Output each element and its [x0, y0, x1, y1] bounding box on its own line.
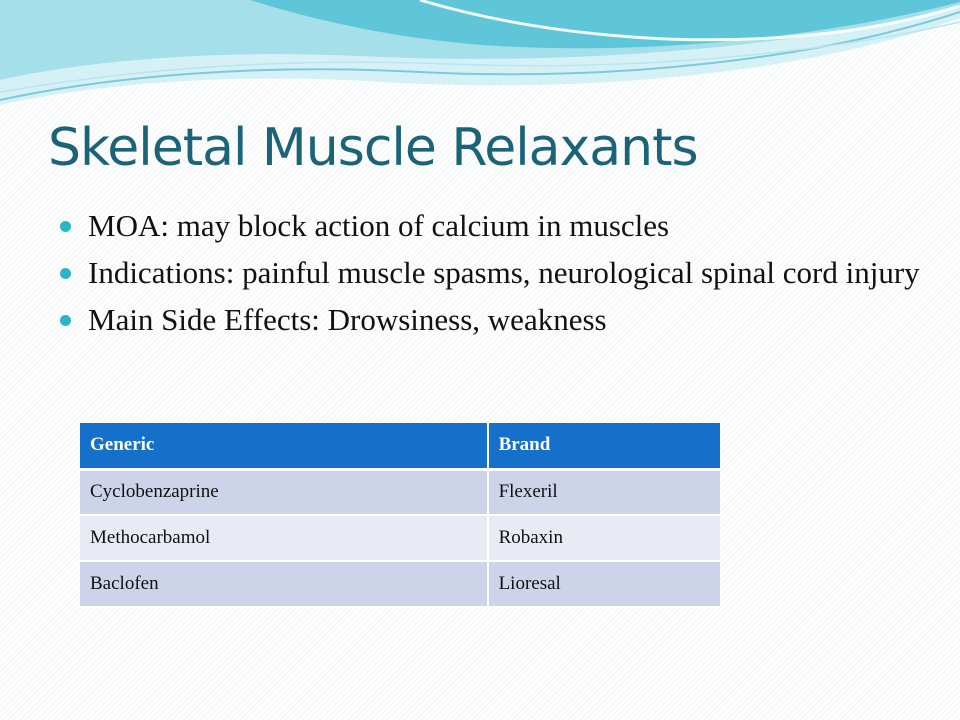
table-header-row	[80, 423, 720, 469]
generic-cell: Baclofen	[80, 561, 488, 607]
table-row	[80, 515, 720, 561]
bullet-dot-icon	[60, 268, 71, 279]
drug-table	[80, 423, 720, 608]
slide-title: Skeletal Muscle Relaxants	[48, 118, 698, 178]
brand-cell: Flexeril	[488, 469, 720, 515]
bullet-list	[60, 208, 920, 349]
generic-cell: Methocarbamol	[80, 515, 488, 561]
header-wave-decoration	[0, 0, 960, 130]
bullet-text: Indications: painful muscle spasms, neurological spinal cord injury	[88, 255, 920, 290]
column-header-generic: Generic	[80, 423, 488, 469]
bullet-dot-icon	[60, 315, 71, 326]
bullet-item	[60, 302, 920, 337]
brand-cell: Lioresal	[488, 561, 720, 607]
bullet-text: MOA: may block action of calcium in muscles	[88, 208, 670, 243]
bullet-text: Main Side Effects: Drowsiness, weakness	[88, 302, 607, 337]
bullet-item	[60, 255, 920, 290]
brand-cell: Robaxin	[488, 515, 720, 561]
table-row	[80, 561, 720, 607]
table-row	[80, 469, 720, 515]
column-header-brand: Brand	[488, 423, 720, 469]
bullet-item	[60, 208, 920, 243]
generic-cell: Cyclobenzaprine	[80, 469, 488, 515]
bullet-dot-icon	[60, 221, 71, 232]
